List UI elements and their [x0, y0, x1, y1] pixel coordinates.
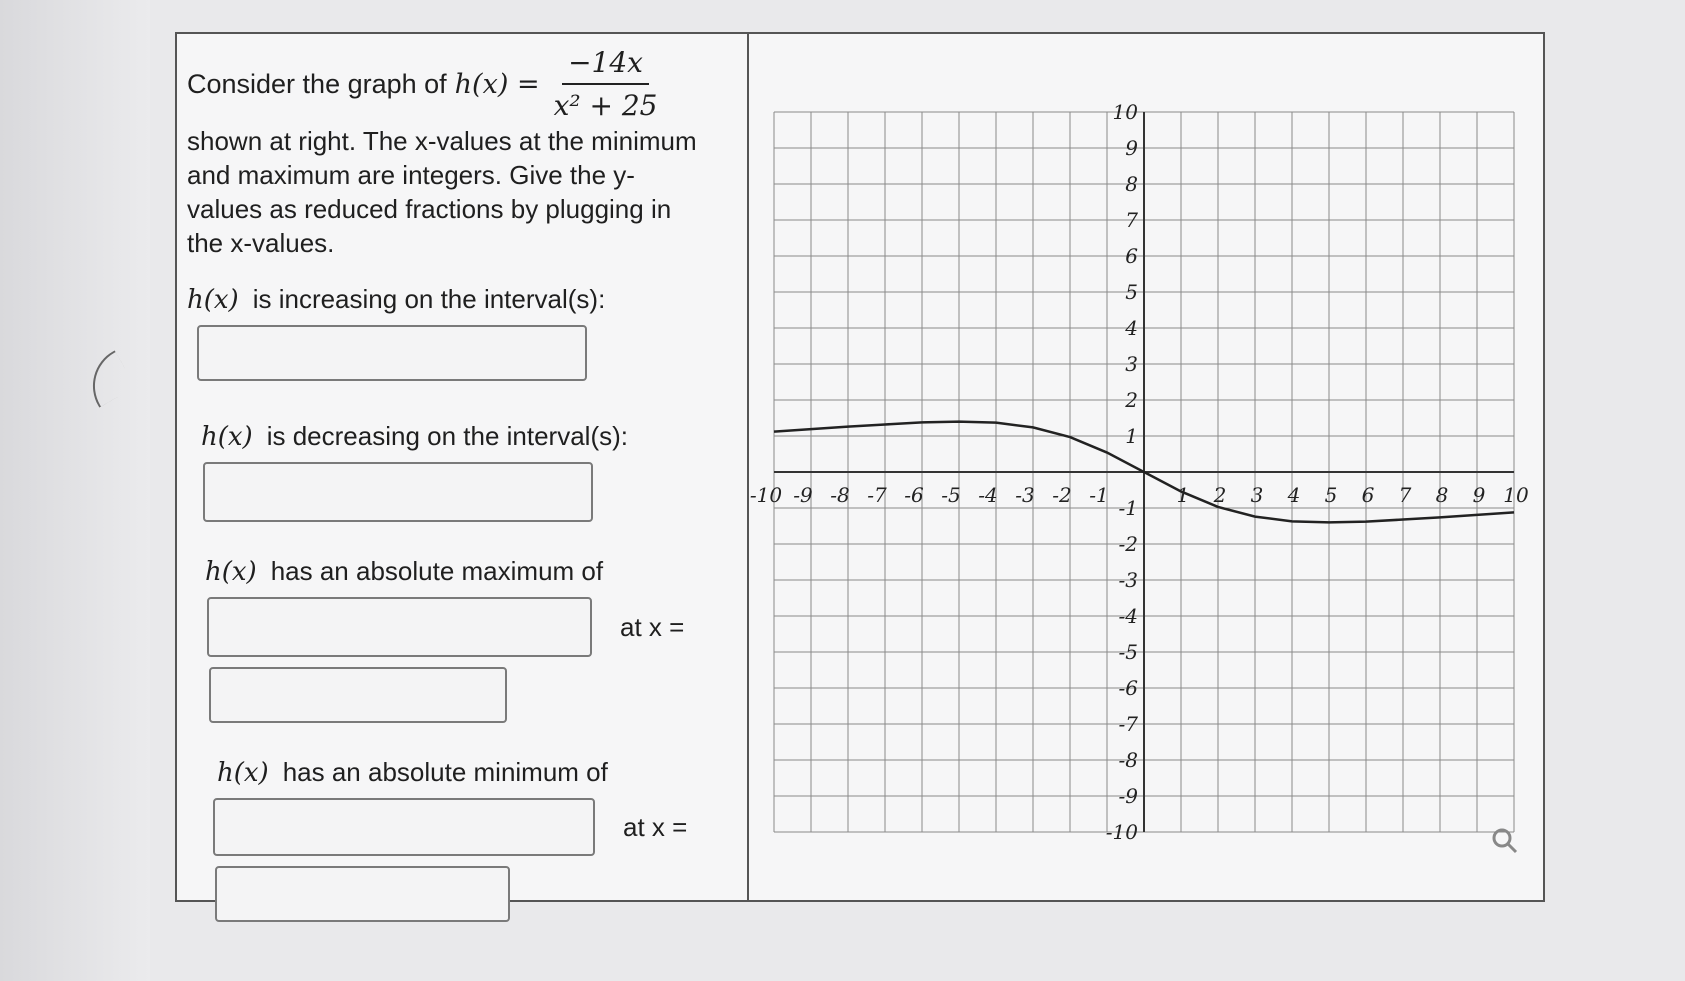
y-tick-label: -3: [1118, 568, 1138, 592]
y-tick-label: 9: [1125, 136, 1138, 160]
x-tick-label: -2: [1052, 483, 1072, 507]
x-tick-label: -8: [830, 483, 850, 507]
function-name: h(x) =: [454, 68, 540, 100]
max-at-label: at x =: [620, 611, 685, 642]
x-tick-label: -10: [749, 483, 783, 507]
increasing-interval-input[interactable]: [197, 325, 587, 381]
x-tick-label: -6: [904, 483, 924, 507]
increasing-question: [187, 284, 742, 315]
y-tick-label: -8: [1118, 748, 1138, 772]
x-tick-label: 10: [1503, 483, 1529, 507]
decreasing-fn: h(x): [201, 421, 253, 452]
fraction-numerator: −14x: [562, 46, 649, 85]
min-fn: h(x): [217, 757, 269, 788]
x-tick-label: 6: [1361, 483, 1375, 507]
max-label: has an absolute maximum of: [270, 556, 604, 586]
y-tick-label: -2: [1118, 532, 1138, 556]
increasing-label: is increasing on the interval(s):: [252, 284, 606, 314]
y-tick-label: 1: [1125, 424, 1138, 448]
fraction-denominator: x² + 25: [553, 89, 658, 122]
fraction: [554, 46, 658, 122]
decreasing-label: is decreasing on the interval(s):: [266, 421, 628, 451]
x-tick-label: 7: [1398, 483, 1412, 507]
max-value-input[interactable]: [207, 597, 592, 657]
y-tick-label: -9: [1118, 784, 1138, 808]
y-tick-label: -1: [1118, 496, 1138, 520]
y-tick-label: 3: [1125, 352, 1138, 376]
max-x-input[interactable]: [209, 667, 507, 723]
x-tick-label: 3: [1250, 483, 1264, 507]
x-tick-label: -9: [793, 483, 813, 507]
y-tick-label: -4: [1118, 604, 1138, 628]
decreasing-interval-input[interactable]: [203, 462, 593, 522]
x-tick-label: -7: [867, 483, 887, 507]
min-value-input[interactable]: [213, 798, 595, 856]
x-tick-label: 8: [1435, 483, 1449, 507]
x-tick-label: -3: [1015, 483, 1035, 507]
x-tick-label: -1: [1089, 483, 1109, 507]
x-tick-label: 5: [1324, 483, 1338, 507]
min-x-input[interactable]: [215, 866, 510, 922]
x-tick-label: 4: [1287, 483, 1301, 507]
x-tick-label: -4: [978, 483, 998, 507]
y-tick-label: -10: [1105, 820, 1138, 844]
x-tick-label: -5: [941, 483, 961, 507]
instructions: shown at right. The x-values at the minimum and maximum are integers. Give the y-values as reduced fractions by plugging in the x-values.: [187, 126, 697, 258]
magnify-icon[interactable]: [1490, 826, 1520, 856]
question-text-column: [187, 46, 742, 922]
y-tick-label: 6: [1125, 244, 1138, 268]
min-label: has an absolute minimum of: [282, 757, 608, 787]
y-tick-label: -6: [1118, 676, 1138, 700]
y-tick-label: -7: [1118, 712, 1138, 736]
y-tick-label: -5: [1118, 640, 1138, 664]
function-graph[interactable]: [749, 94, 1529, 854]
y-tick-label: 2: [1125, 388, 1138, 412]
panel-divider: [747, 34, 749, 900]
x-tick-label: 2: [1213, 483, 1227, 507]
intro-prefix: Consider the graph of: [187, 68, 447, 99]
y-tick-label: 8: [1125, 172, 1138, 196]
min-at-label: at x =: [623, 811, 688, 842]
increasing-fn: h(x): [187, 284, 239, 315]
max-question: [205, 556, 742, 587]
graph-area: [749, 94, 1529, 859]
decreasing-question: [201, 421, 742, 452]
y-tick-label: 4: [1125, 316, 1138, 340]
question-panel: [175, 32, 1545, 902]
screen-bezel: [0, 0, 150, 981]
function-definition: [187, 46, 742, 122]
y-tick-label: 5: [1125, 280, 1138, 304]
y-tick-label: 10: [1112, 100, 1138, 124]
x-tick-label: 9: [1472, 483, 1486, 507]
x-tick-label: 1: [1176, 483, 1190, 507]
min-question: [217, 757, 742, 788]
max-fn: h(x): [205, 556, 257, 587]
y-tick-label: 7: [1125, 208, 1138, 232]
